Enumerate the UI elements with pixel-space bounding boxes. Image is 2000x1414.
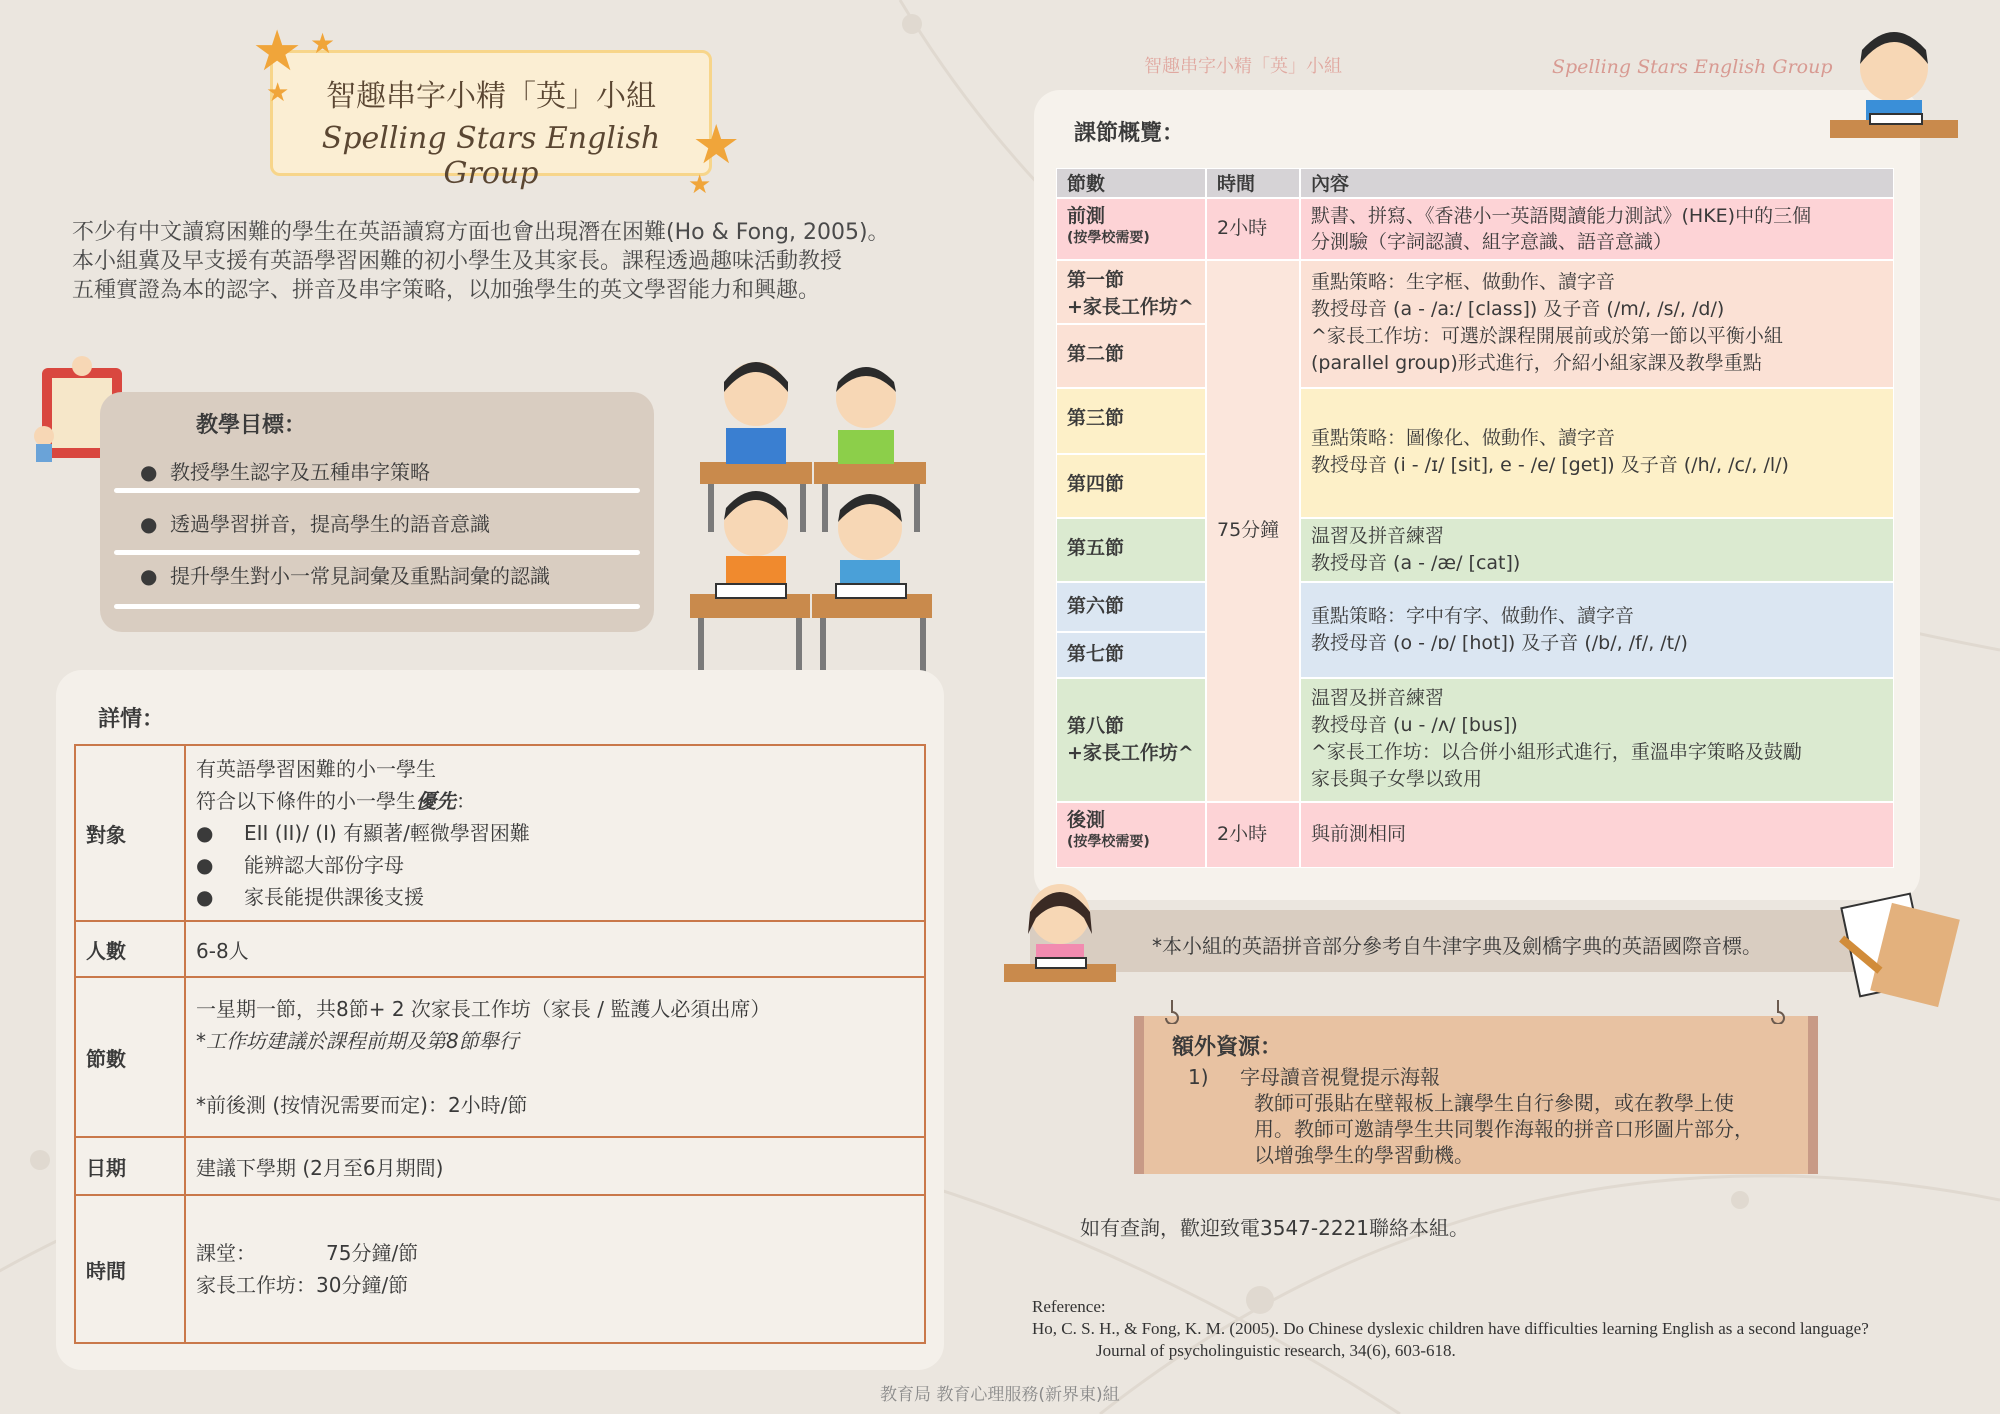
- bullet-icon: ●: [196, 821, 214, 845]
- sessions-test-note: *前後測 (按情況需要而定)：2小時/節: [196, 1093, 528, 1117]
- list-item: [196, 881, 914, 913]
- content-line: 教授母音 (a - /æ/ [cat]): [1311, 552, 1521, 574]
- footer: 教育局 教育心理服務(新界東)組: [880, 1385, 1120, 1405]
- row-session-7: 第七節: [1056, 632, 1206, 678]
- objective-item: [140, 560, 550, 589]
- list-item: [196, 849, 914, 881]
- resource-name: 字母讀音視覺提示海報: [1240, 1065, 1440, 1089]
- resource-number: 1): [1188, 1065, 1209, 1089]
- post-content: 與前測相同: [1300, 802, 1894, 868]
- time-lesson-label: 課堂：: [196, 1241, 256, 1265]
- bullet-icon: ●: [196, 853, 214, 877]
- phonetics-note: *本小組的英語拼音部分參考自牛津字典及劍橋字典的英語國際音標。: [1152, 934, 1762, 958]
- intro-line: 五種實證為本的認字、拼音及串字策略，以加強學生的英文學習能力和興趣。: [72, 278, 821, 303]
- resource-desc-line: 教師可張貼在壁報板上讓學生自行參閱，或在教學上使: [1254, 1091, 1734, 1115]
- session-note: (按學校需要): [1067, 230, 1150, 246]
- objective-text: 透過學習拼音，提高學生的語音意識: [170, 512, 490, 536]
- row-session-8: [1056, 678, 1206, 802]
- content-line: 重點策略：圖像化、做動作、讀字音: [1311, 427, 1616, 449]
- star-icon: ★: [310, 27, 336, 60]
- reference-line: Journal of psycholinguistic research, 34(6), 603-618.: [1096, 1341, 1456, 1360]
- objective-text: 教授學生認字及五種串字策略: [170, 460, 430, 484]
- target-cell: [185, 745, 925, 921]
- content-line: 家長與子女學以致用: [1311, 768, 1483, 790]
- notebook-pencil-illustration: [1830, 890, 1960, 1010]
- row-session-5: 第五節: [1056, 518, 1206, 582]
- star-icon: ★: [688, 170, 712, 200]
- star-icon: ★: [266, 78, 290, 108]
- column-header: 內容: [1300, 168, 1894, 198]
- objective-item: [140, 456, 430, 485]
- target-priority-line: [196, 785, 914, 817]
- sessions-note: *工作坊建議於課程前期及第8節舉行: [196, 1029, 519, 1053]
- size-label: 人數: [75, 921, 185, 977]
- time-label: 時間: [75, 1195, 185, 1343]
- title-zh: 智趣串字小精「英」小組: [326, 79, 656, 114]
- hook-icon: [1160, 998, 1184, 1024]
- resource-desc-line: 以增強學生的學習動機。: [1254, 1143, 1474, 1167]
- target-priority-prefix: 符合以下條件的小一學生: [196, 789, 416, 813]
- post-time: 2小時: [1206, 802, 1300, 868]
- sessions-line: 一星期一節，共8節+ 2 次家長工作坊（家長 / 監護人必須出席）: [196, 997, 771, 1021]
- content-line: 教授母音 (u - /ʌ/ [bus]): [1311, 714, 1518, 736]
- content-line: 教授母音 (i - /ɪ/ [sit], e - /e/ [get]) 及子音 (/h/, /c/, /l/): [1311, 454, 1789, 476]
- priority-emphasis: 優先: [416, 789, 456, 813]
- content-line: (parallel group)形式進行，介紹小組家課及教學重點: [1311, 352, 1762, 374]
- reference-label: Reference:: [1032, 1297, 1106, 1316]
- bullet-icon: ●: [140, 460, 158, 484]
- row-pre-test: [1056, 198, 1206, 260]
- content-line: ^家長工作坊：可選於課程開展前或於第一節以平衡小組: [1311, 325, 1783, 347]
- pre-time: 2小時: [1206, 198, 1300, 260]
- table-row: [75, 977, 925, 1137]
- list-item-text: 能辨認大部份字母: [244, 853, 404, 877]
- session-1-2-content: [1300, 260, 1894, 388]
- content-line: 重點策略：字中有字、做動作、讀字音: [1311, 605, 1635, 627]
- details-table: [74, 744, 926, 1344]
- content-line: 教授母音 (a - /aː/ [class]) 及子音 (/m/, /s/, /d/): [1311, 298, 1725, 320]
- list-item-text: 家長能提供課後支援: [244, 885, 424, 909]
- session-sub: +家長工作坊^: [1067, 742, 1194, 764]
- content-line: 温習及拼音練習: [1311, 687, 1445, 709]
- session-note: (按學校需要): [1067, 834, 1150, 850]
- objective-text: 提升學生對小一常見詞彙及重點詞彙的認識: [170, 564, 550, 588]
- content-line: 教授母音 (o - /ɒ/ [hot]) 及子音 (/b/, /f/, /t/): [1311, 632, 1688, 654]
- content-line: ^家長工作坊：以合併小組形式進行，重溫串字策略及鼓勵: [1311, 741, 1802, 763]
- reference-line: Ho, C. S. H., & Fong, K. M. (2005). Do Chinese dyslexic children have difficulties learning English as a second language?: [1032, 1319, 1869, 1338]
- resources-title: 額外資源：: [1172, 1035, 1283, 1060]
- row-session-3: 第三節: [1056, 388, 1206, 454]
- list-item: [196, 817, 914, 849]
- intro-line: 不少有中文讀寫困難的學生在英語讀寫方面也會出現潛在困難(Ho & Fong, 2005)。: [72, 220, 890, 245]
- divider: [114, 604, 640, 609]
- session-6-7-content: [1300, 582, 1894, 678]
- row-session-2: 第二節: [1056, 324, 1206, 388]
- bullet-icon: ●: [196, 885, 214, 909]
- hook-icon: [1766, 998, 1790, 1024]
- objective-item: [140, 508, 490, 537]
- divider: [114, 488, 640, 493]
- details-title: 詳情：: [98, 707, 165, 732]
- content-line: 温習及拼音練習: [1311, 525, 1445, 547]
- session-name: 前測: [1067, 205, 1106, 227]
- sessions-cell: [185, 977, 925, 1137]
- column-header: 節數: [1056, 168, 1206, 198]
- divider: [114, 550, 640, 555]
- content-line: 默書、拼寫、《香港小一英語閱讀能力測試》(HKE)中的三個: [1311, 205, 1812, 227]
- table-row: [75, 1137, 925, 1195]
- time-workshop: 家長工作坊：30分鐘/節: [196, 1273, 409, 1297]
- time-cell: [185, 1195, 925, 1343]
- header-title-en: Spelling Stars English Group: [1552, 56, 1833, 78]
- girl-writing-illustration: [1000, 874, 1120, 994]
- session-name: 第一節: [1067, 269, 1125, 291]
- target-line: 有英語學習困難的小一學生: [196, 757, 436, 781]
- sessions-label: 節數: [75, 977, 185, 1137]
- contact-info: 如有查詢，歡迎致電3547-2221聯絡本組。: [1080, 1216, 1470, 1240]
- date-label: 日期: [75, 1137, 185, 1195]
- list-item-text: EII (II)/ (I) 有顯著/輕微學習困難: [244, 821, 530, 845]
- content-line: 重點策略：生字框、做動作、讀字音: [1311, 271, 1616, 293]
- table-row: [75, 745, 925, 921]
- session-time: 75分鐘: [1206, 260, 1300, 802]
- time-line: [196, 1237, 914, 1269]
- pre-content: [1300, 198, 1894, 260]
- target-label: 對象: [75, 745, 185, 921]
- bullet-icon: ●: [140, 512, 158, 536]
- session-3-4-content: [1300, 388, 1894, 518]
- row-post-test: [1056, 802, 1206, 868]
- objectives-title: 教學目標：: [196, 413, 307, 438]
- table-row: [75, 1195, 925, 1343]
- title-en: Spelling Stars English Group: [321, 121, 661, 191]
- boy-reading-illustration: [1826, 24, 1960, 152]
- target-priority-suffix: ：: [456, 789, 476, 813]
- intro-paragraph: [72, 218, 972, 305]
- title-banner: [270, 50, 712, 191]
- row-session-1: [1056, 260, 1206, 324]
- session-8-content: [1300, 678, 1894, 802]
- size-value: 6-8人: [185, 921, 925, 977]
- classroom-children-illustration: [686, 352, 940, 704]
- date-value: 建議下學期 (2月至6月期間): [185, 1137, 925, 1195]
- session-sub: +家長工作坊^: [1067, 296, 1194, 318]
- star-icon: ★: [692, 113, 741, 176]
- content-line: 分測驗（字詞認讀、組字意識、語音意識）: [1311, 231, 1673, 253]
- resource-item: [1188, 1064, 1788, 1168]
- bullet-icon: ●: [140, 564, 158, 588]
- session-name: 第八節: [1067, 715, 1125, 737]
- session-name: 後測: [1067, 809, 1106, 831]
- resource-desc-line: 用。教師可邀請學生共同製作海報的拼音口形圖片部分，: [1254, 1117, 1754, 1141]
- row-session-4: 第四節: [1056, 454, 1206, 518]
- reference: [1032, 1296, 1942, 1362]
- column-header: 時間: [1206, 168, 1300, 198]
- star-icon: ★: [252, 19, 303, 84]
- overview-title: 課節概覽：: [1074, 121, 1185, 146]
- header-title-zh: 智趣串字小精「英」小組: [1144, 56, 1342, 77]
- intro-line: 本小組冀及早支援有英語學習困難的初小學生及其家長。課程透過趣味活動教授: [72, 249, 843, 274]
- time-lesson-value: 75分鐘/節: [326, 1241, 419, 1265]
- row-session-6: 第六節: [1056, 582, 1206, 632]
- table-row: [75, 921, 925, 977]
- session-5-content: [1300, 518, 1894, 582]
- resource-heading: [1188, 1064, 1788, 1090]
